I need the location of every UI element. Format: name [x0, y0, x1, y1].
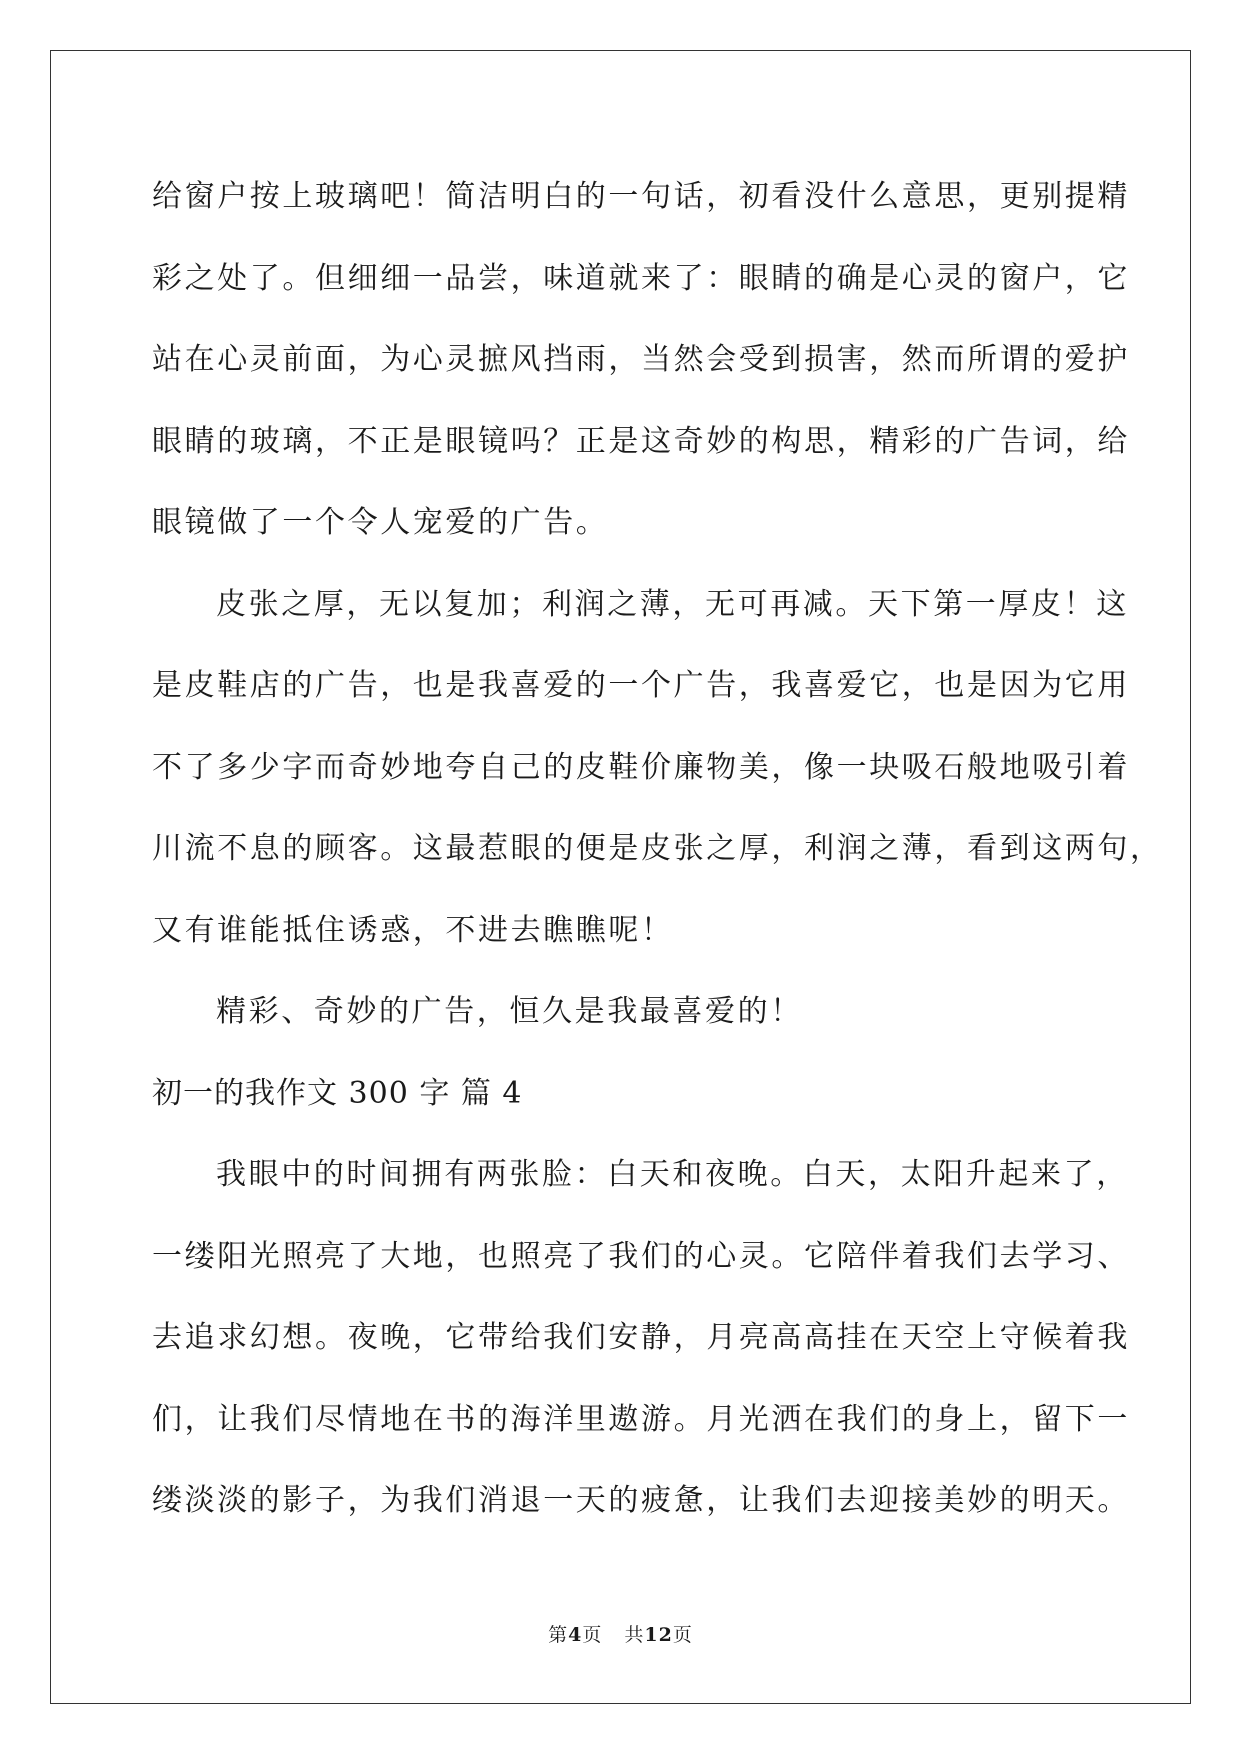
text-line: 精彩、奇妙的广告，恒久是我最喜爱的！: [216, 994, 803, 1029]
page-footer: [0, 1620, 1241, 1647]
text-line: 一缕阳光照亮了大地，也照亮了我们的心灵。它陪伴着我们去学习、: [152, 1238, 1130, 1274]
page-prefix: 第: [548, 1624, 569, 1646]
text-line: 彩之处了。但细细一品尝，味道就来了：眼睛的确是心灵的窗户，它: [152, 260, 1130, 296]
text-line: 给窗户按上玻璃吧！简洁明白的一句话，初看没什么意思，更别提精: [152, 179, 1130, 214]
text-line: 们，让我们尽情地在书的海洋里遨游。月光洒在我们的身上，留下一: [152, 1401, 1130, 1437]
text-line: 我眼中的时间拥有两张脸：白天和夜晚。白天，太阳升起来了，: [216, 1157, 1129, 1192]
text-line: 眼睛的玻璃，不正是眼镜吗？正是这奇妙的构思，精彩的广告词，给: [152, 423, 1130, 459]
total-pages: 12: [644, 1624, 673, 1646]
section-heading: 初一的我作文 300 字 篇 4: [152, 1075, 523, 1111]
text-line: 不了多少字而奇妙地夸自己的皮鞋价廉物美，像一块吸石般地吸引着: [152, 749, 1130, 785]
text-line: 站在心灵前面，为心灵摭风挡雨，当然会受到损害，然而所谓的爱护: [152, 342, 1130, 377]
text-line: 川流不息的顾客。这最惹眼的便是皮张之厚，利润之薄，看到这两句，: [152, 831, 1163, 866]
text-line: 又有谁能抵住诱惑，不进去瞧瞧呢！: [152, 912, 674, 948]
text-line: 去追求幻想。夜晚，它带给我们安静，月亮高高挂在天空上守候着我: [152, 1320, 1130, 1355]
text-line: 是皮鞋店的广告，也是我喜爱的一个广告，我喜爱它，也是因为它用: [152, 668, 1130, 703]
document-body: [152, 156, 1163, 1542]
page-number: 4: [568, 1624, 583, 1646]
page-suffix: 页: [582, 1624, 603, 1646]
total-prefix: 共: [624, 1624, 645, 1646]
text-line: 眼镜做了一个令人宠爱的广告。: [152, 505, 609, 540]
total-suffix: 页: [672, 1624, 693, 1646]
text-line: 缕淡淡的影子，为我们消退一天的疲惫，让我们去迎接美妙的明天。: [152, 1483, 1130, 1518]
text-line: 皮张之厚，无以复加；利润之薄，无可再减。天下第一厚皮！这: [216, 586, 1129, 622]
